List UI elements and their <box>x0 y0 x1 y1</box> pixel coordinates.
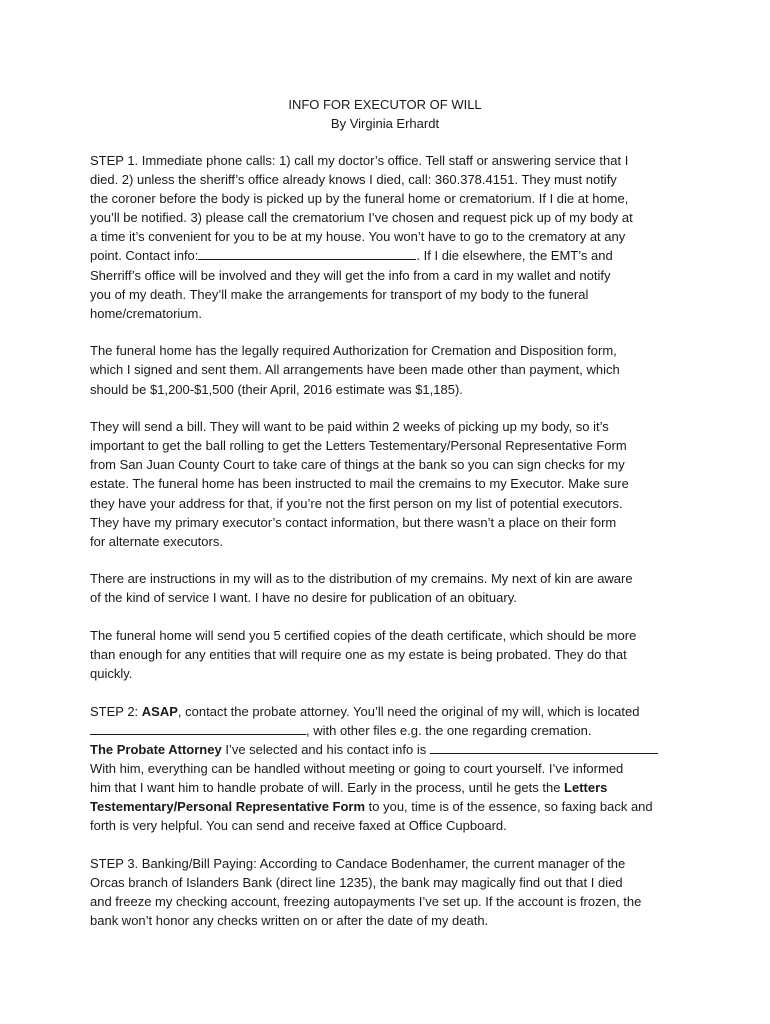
text-fragment: him that I want him to handle probate of will. Early in the process, until he gets the <box>90 780 565 796</box>
funeral-home-paragraph <box>90 341 682 398</box>
text-line <box>90 721 682 740</box>
text-line: from San Juan County Court to take care of things at the bank so you can sign checks for my <box>90 457 625 473</box>
text-fragment: I’ve selected and his contact info is <box>221 741 430 757</box>
document-body <box>90 151 682 949</box>
text-line: bank won’t honor any checks written on or after the date of my death. <box>90 913 489 929</box>
text-line <box>90 797 682 816</box>
attorney-contact-blank <box>430 740 658 754</box>
text-fragment: . If I die elsewhere, the EMT’s and <box>416 248 613 264</box>
text-fragment: , contact the probate attorney. You’ll need the original of my will, which is located <box>177 703 640 719</box>
text-line: should be $1,200-$1,500 (their April, 2016 estimate was $1,185). <box>90 381 463 397</box>
text-line: With him, everything can be handled without meeting or going to court yourself. I’ve informed <box>90 761 624 777</box>
text-line <box>90 246 682 265</box>
step1-paragraph <box>90 151 682 323</box>
text-line: of the kind of service I want. I have no desire for publication of an obituary. <box>90 590 517 606</box>
text-line: Sherriff’s office will be involved and they will get the info from a card in my wallet and notify <box>90 267 611 283</box>
contact-info-blank <box>198 246 416 260</box>
text-line: forth is very helpful. You can send and receive faxed at Office Cupboard. <box>90 818 507 834</box>
letters-emphasis: Letters <box>564 780 608 796</box>
form-name-emphasis: Testementary/Personal Representative Form <box>90 799 366 815</box>
text-line: than enough for any entities that will require one as my estate is being probated. They do that <box>90 647 627 663</box>
document-author: By Virginia Erhardt <box>330 116 440 131</box>
step2-paragraph <box>90 702 682 836</box>
text-line: estate. The funeral home has been instructed to mail the cremains to my Executor. Make sure <box>90 476 629 492</box>
text-line: The funeral home has the legally required Authorization for Cremation and Disposition form, <box>90 343 617 359</box>
probate-attorney-label: The Probate Attorney <box>90 741 222 757</box>
text-line: They have my primary executor’s contact information, but there wasn’t a place on their form <box>90 514 617 530</box>
text-line: They will send a bill. They will want to be paid within 2 weeks of picking up my body, so it’s <box>90 419 609 435</box>
text-line <box>90 702 682 721</box>
asap-emphasis: ASAP <box>141 703 178 719</box>
bill-paragraph <box>90 417 682 551</box>
title-block <box>0 95 770 133</box>
cremains-paragraph <box>90 569 682 607</box>
text-line <box>90 778 682 797</box>
text-line: important to get the ball rolling to get the Letters Testementary/Personal Representative Form <box>90 438 627 454</box>
text-line <box>90 740 682 759</box>
will-location-blank <box>90 721 306 735</box>
text-fragment: , with other files e.g. the one regarding cremation. <box>306 722 592 738</box>
text-line: they have your address for that, if you’re not the first person on my list of potential executors. <box>90 495 623 511</box>
text-line: died. 2) unless the sheriff’s office already knows I died, call: 360.378.4151. They must notify <box>90 172 617 188</box>
text-line: you of my death. They’ll make the arrangements for transport of my body to the funeral <box>90 286 589 302</box>
text-line: and freeze my checking account, freezing autopayments I’ve set up. If the account is frozen, the <box>90 894 642 910</box>
text-line: There are instructions in my will as to the distribution of my cremains. My next of kin are aware <box>90 571 633 587</box>
text-fragment: STEP 2: <box>90 703 142 719</box>
text-fragment: to you, time is of the essence, so faxing back and <box>365 799 653 815</box>
death-certificate-paragraph <box>90 626 682 683</box>
text-line: which I signed and sent them. All arrangements have been made other than payment, which <box>90 362 620 378</box>
contact-info-label: point. Contact info: <box>90 248 199 264</box>
document-title: INFO FOR EXECUTOR OF WILL <box>288 97 482 112</box>
text-line: home/crematorium. <box>90 305 202 321</box>
text-line: a time it’s convenient for you to be at my house. You won’t have to go to the crematory at any <box>90 229 626 245</box>
text-line: you’ll be notified. 3) please call the crematorium I’ve chosen and request pick up of my body at <box>90 210 633 226</box>
text-line: STEP 3. Banking/Bill Paying: According to Candace Bodenhamer, the current manager of the <box>90 855 626 871</box>
step3-paragraph <box>90 854 682 930</box>
text-line: Orcas branch of Islanders Bank (direct line 1235), the bank may magically find out that I died <box>90 875 623 890</box>
text-line: the coroner before the body is picked up by the funeral home or crematorium. If I die at home, <box>90 191 629 207</box>
text-line: The funeral home will send you 5 certified copies of the death certificate, which should be more <box>90 627 637 643</box>
text-line: for alternate executors. <box>90 533 223 549</box>
text-line: quickly. <box>90 666 133 682</box>
text-line: STEP 1. Immediate phone calls: 1) call my doctor’s office. Tell staff or answering service that I <box>90 153 629 168</box>
